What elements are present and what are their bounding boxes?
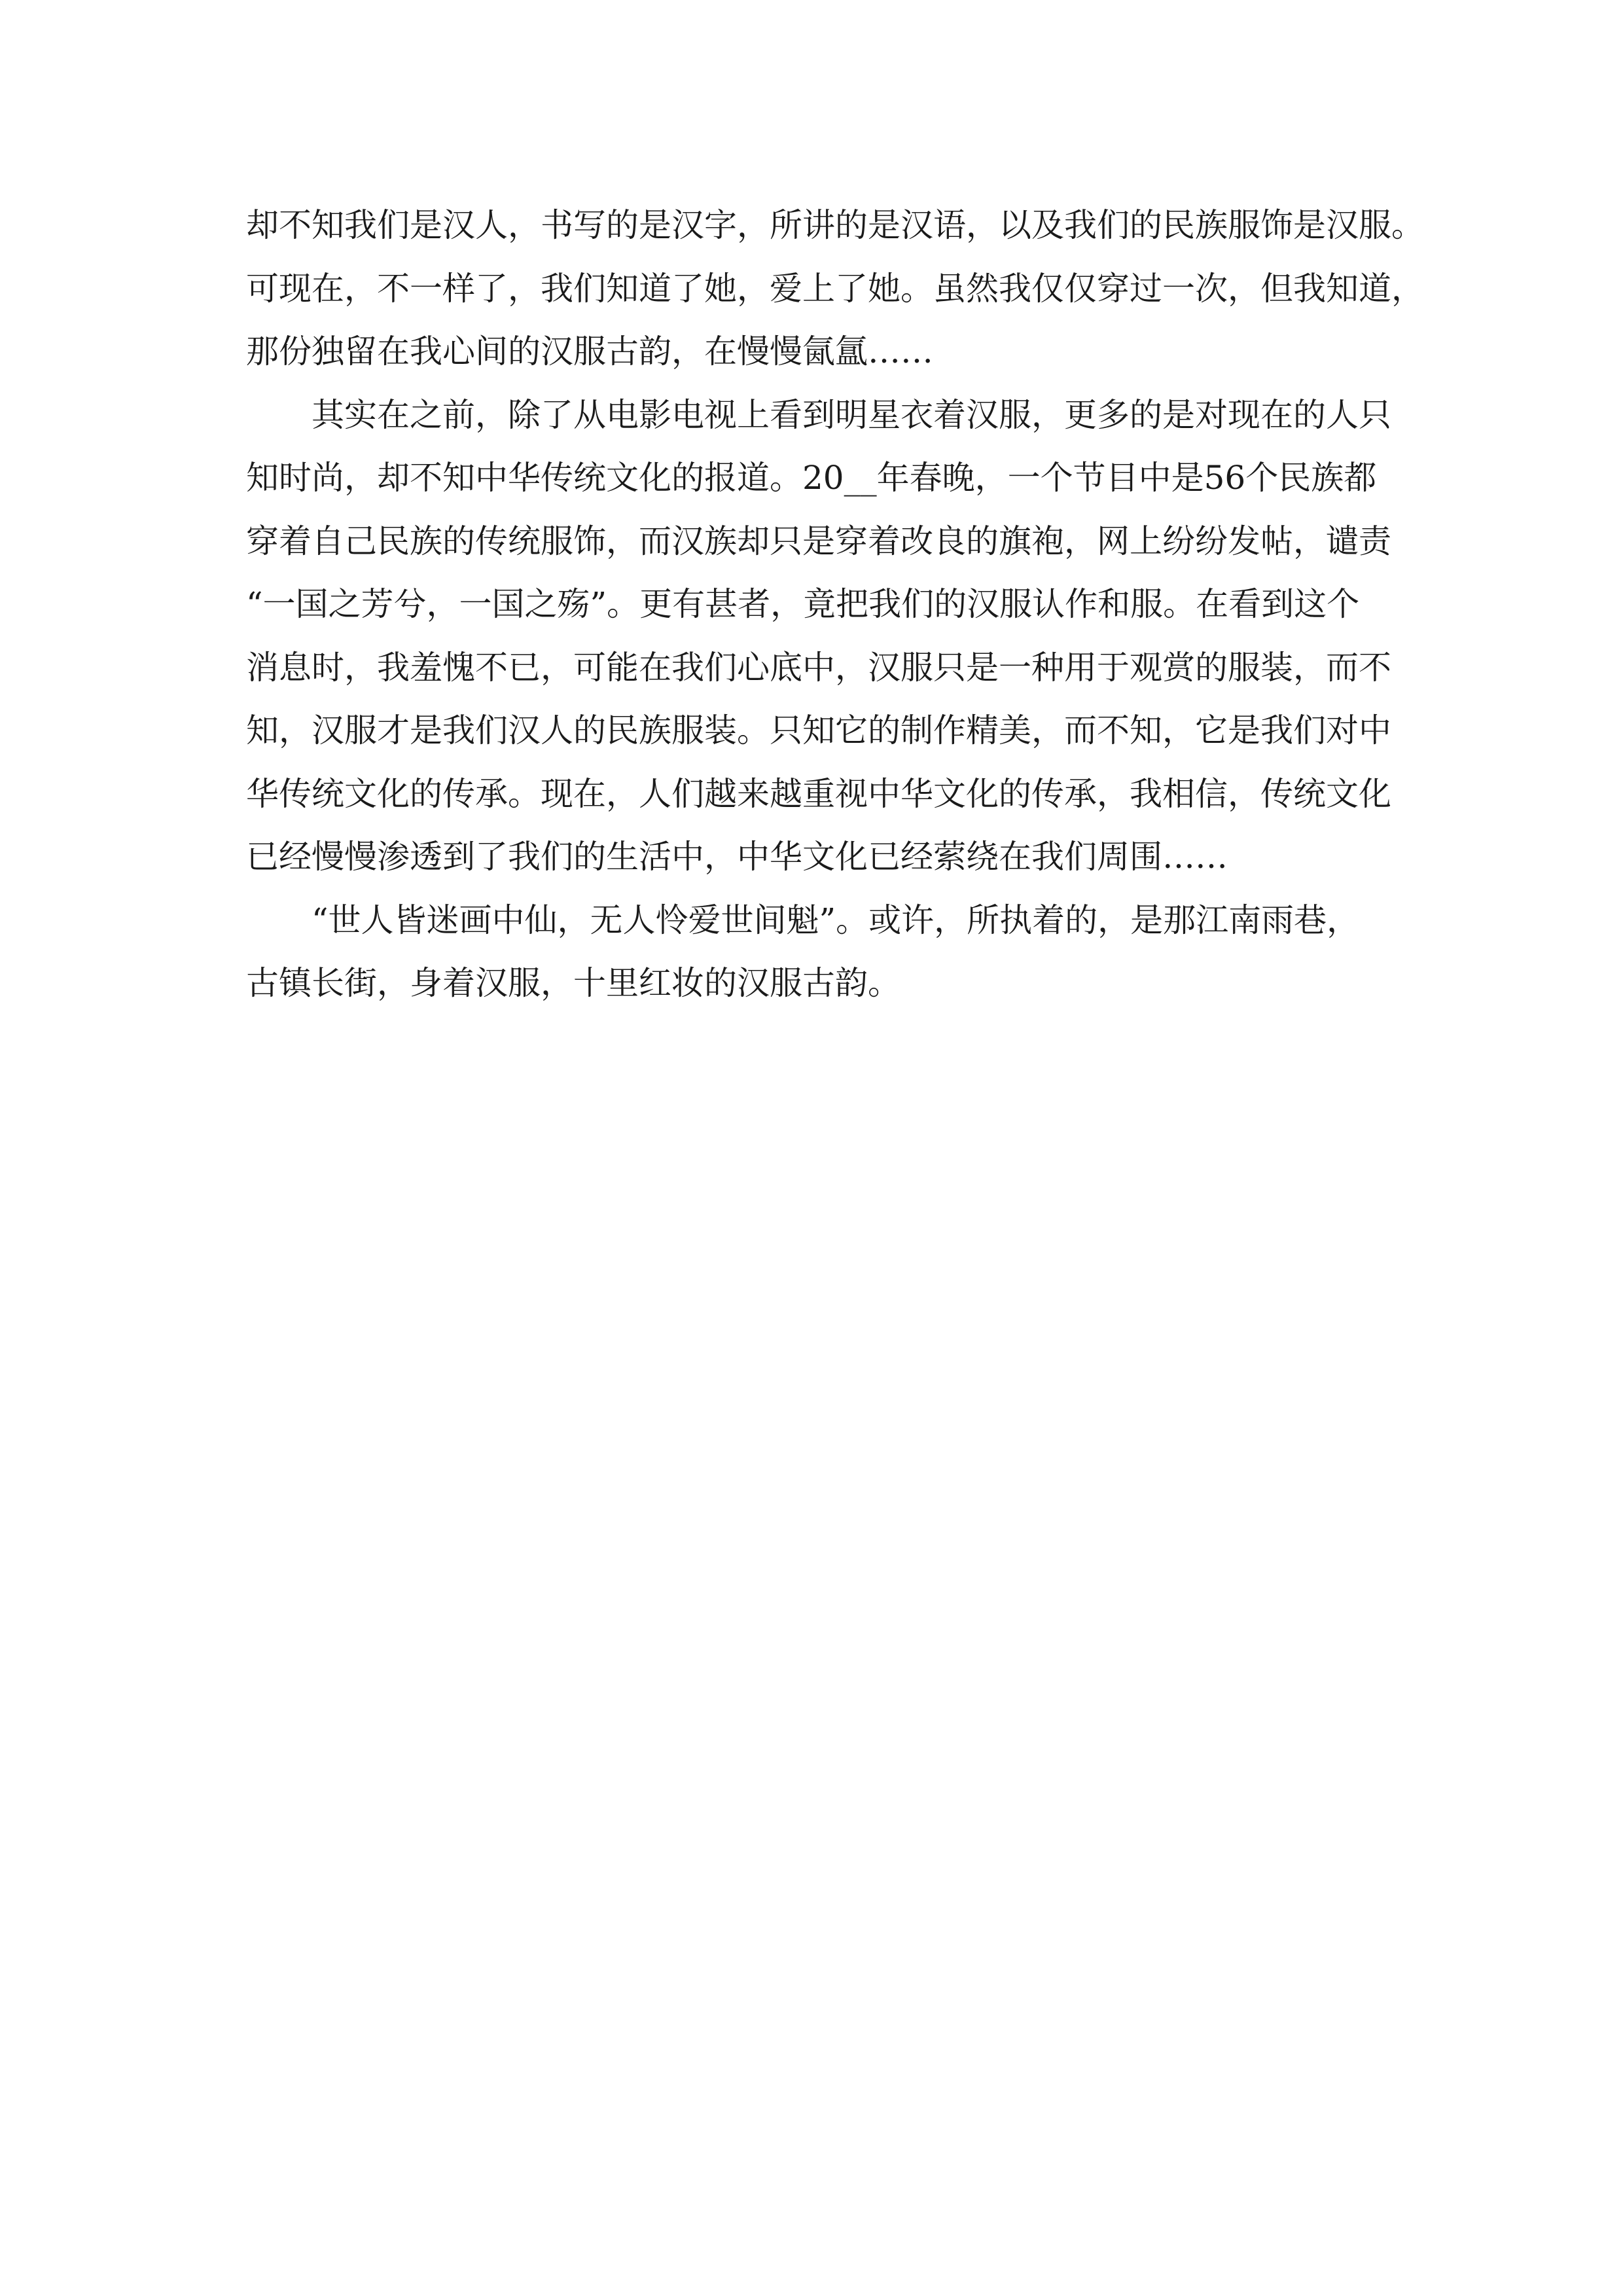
text-line-paragraph-start: “世人皆迷画中仙，无人怜爱世间魁”。或许，所执着的，是那江南雨巷， xyxy=(312,901,1360,939)
text-line: 华传统文化的传承。现在，人们越来越重视中华文化的传承，我相信，传统文化 xyxy=(246,774,1391,813)
text-line: 知，汉服才是我们汉人的民族服装。只知它的制作精美，而不知，它是我们对中 xyxy=(246,711,1391,749)
text-line: 古镇长街，身着汉服，十里红妆的汉服古韵。 xyxy=(246,964,901,1002)
text-line: 已经慢慢渗透到了我们的生活中，中华文化已经萦绕在我们周围…… xyxy=(246,838,1228,876)
text-line: 那份独留在我心间的汉服古韵，在慢慢氤氲…… xyxy=(246,332,933,370)
text-line: “一国之芳兮，一国之殇”。更有甚者，竟把我们的汉服认作和服。在看到这个 xyxy=(246,585,1360,623)
text-line: 可现在，不一样了，我们知道了她，爱上了她。虽然我仅仅穿过一次，但我知道， xyxy=(246,269,1424,308)
text-line: 穿着自己民族的传统服饰，而汉族却只是穿着改良的旗袍，网上纷纷发帖，谴责 xyxy=(246,522,1391,560)
text-line: 消息时，我羞愧不已，可能在我们心底中，汉服只是一种用于观赏的服装，而不 xyxy=(246,648,1391,687)
body-text xyxy=(246,194,1424,1015)
text-line: 却不知我们是汉人，书写的是汉字，所讲的是汉语，以及我们的民族服饰是汉服。 xyxy=(246,206,1424,244)
text-line: 知时尚，却不知中华传统文化的报道。20__年春晚，一个节目中是56个民族都 xyxy=(246,459,1377,497)
text-line-paragraph-start: 其实在之前，除了从电影电视上看到明星衣着汉服，更多的是对现在的人只 xyxy=(312,395,1391,434)
